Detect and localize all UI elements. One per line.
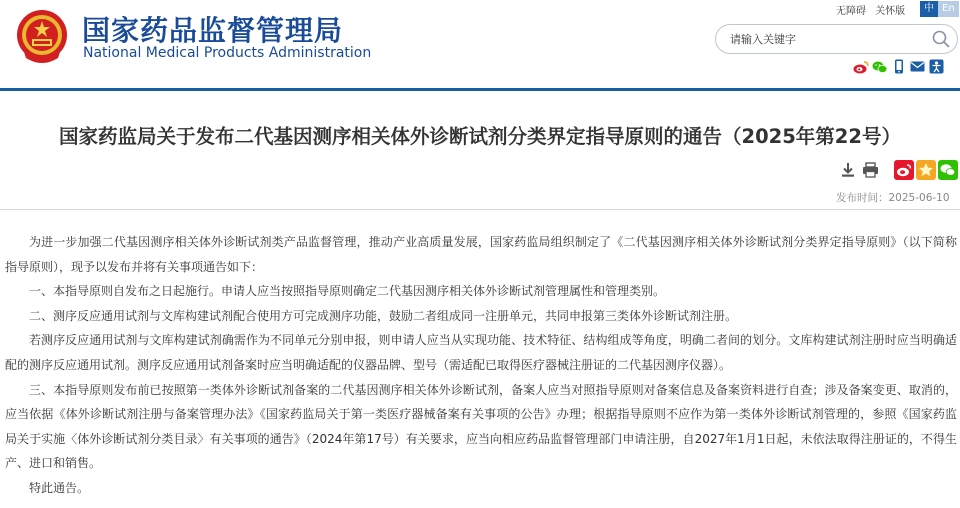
article-paragraph: 三、本指导原则发布前已按照第一类体外诊断试剂备案的二代基因测序相关体外诊断试剂，备案人应当对照指导原则对备案信息及备案资料进行自查；涉及备案变更、取消的，应当依据《体外诊断试剂注册与备案管理办法》《国家药监局关于第一类医疗器械备案有关事项的公告》办理；根据指导原则不应作为第一类体外诊断试剂管理的，参照《国家药监局关于实施〈体外诊断试剂分类目录〉有关事项的通告》（2024年第17号）有关要求，应当向相应药品监督管理部门申请注册，自2027年1月1日起，未依法取得注册证的，不得生产、进口和销售。 [5, 382, 957, 471]
national-emblem-icon [14, 8, 70, 66]
email-icon[interactable] [909, 58, 926, 75]
search-icon[interactable] [931, 29, 951, 49]
favorite-star-icon[interactable] [916, 160, 936, 180]
accessibility-link[interactable]: 无障碍 [836, 6, 866, 17]
article-title: 国家药监局关于发布二代基因测序相关体外诊断试剂分类界定指导原则的通告（2025年第22号） [59, 125, 901, 148]
lang-cn-button[interactable]: 中 [920, 1, 938, 17]
search-box [715, 24, 958, 54]
site-title-en[interactable]: National Medical Products Administration [83, 45, 372, 61]
article-tools [838, 160, 960, 180]
site-header [0, 0, 960, 88]
header-share-icons [852, 58, 945, 75]
wechat-icon[interactable] [871, 58, 888, 75]
publish-date: 2025-06-10 [888, 192, 950, 204]
article-paragraph: 特此通告。 [29, 480, 90, 495]
site-title-cn[interactable]: 国家药品监督管理局 [82, 14, 344, 47]
article-paragraph: 若测序反应通用试剂与文库构建试剂确需作为不同单元分别申报，则申请人应当从实现功能、技术特征、结构组成等角度，明确二者间的划分。文库构建试剂注册时应当明确适配的测序反应通用试剂。测序反应通用试剂备案时应当明确适配的仪器品牌、型号（需适配已取得医疗器械注册证的二代基因测序仪器）。 [5, 333, 957, 372]
article-paragraph: 为进一步加强二代基因测序相关体外诊断试剂类产品监督管理，推动产业高质量发展，国家药监局组织制定了《二代基因测序相关体外诊断试剂分类界定指导原则》（以下简称指导原则），现予以发布并将有关事项通告如下： [5, 235, 957, 274]
utility-links [836, 2, 911, 17]
article-paragraph: 二、测序反应通用试剂与文库构建试剂配合使用方可完成测序功能，鼓励二者组成同一注册单元，共同申报第三类体外诊断试剂注册。 [29, 308, 738, 323]
article-divider [0, 209, 960, 210]
weibo-icon[interactable] [852, 58, 869, 75]
search-input[interactable] [730, 30, 930, 48]
language-switch [920, 1, 959, 17]
publish-time [836, 190, 950, 205]
publish-label: 发布时间： [836, 192, 889, 204]
weibo-share-icon[interactable] [894, 160, 914, 180]
article-paragraph: 一、本指导原则自发布之日起施行。申请人应当按照指导原则确定二代基因测序相关体外诊断试剂管理属性和管理类别。 [29, 284, 666, 299]
care-mode-link[interactable]: 关怀版 [875, 6, 906, 17]
accessibility-person-icon[interactable] [928, 58, 945, 75]
header-divider [0, 88, 960, 91]
lang-en-button[interactable]: En [938, 1, 959, 17]
article-body [5, 230, 957, 501]
mobile-icon[interactable] [890, 58, 907, 75]
download-icon[interactable] [838, 160, 858, 180]
print-icon[interactable] [860, 160, 880, 180]
wechat-share-icon[interactable] [938, 160, 958, 180]
